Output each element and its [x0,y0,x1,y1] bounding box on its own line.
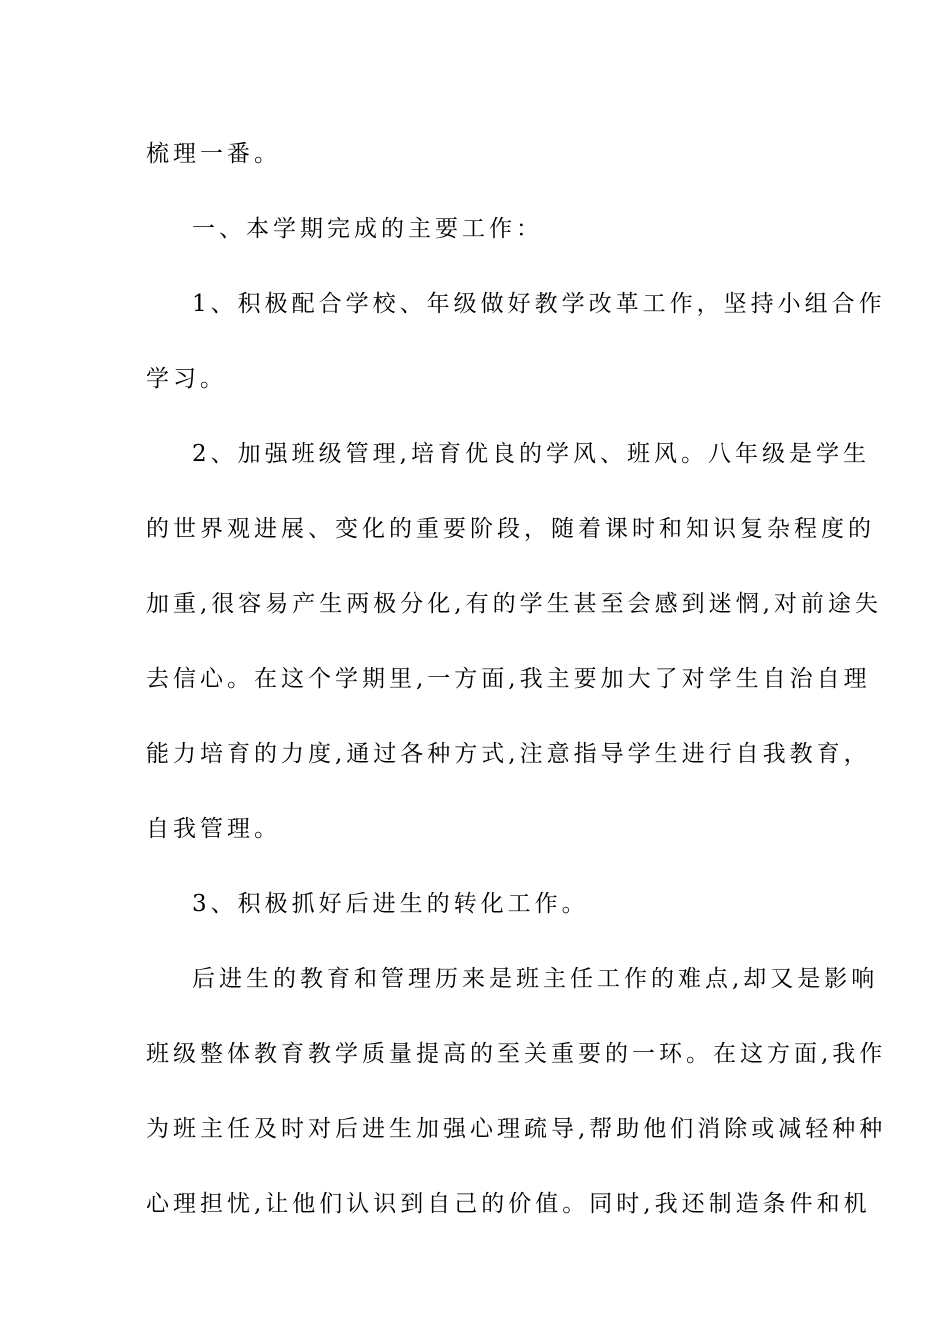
text-line: 后进生的教育和管理历来是班主任工作的难点,却又是影响 [192,966,879,992]
text-line: 的世界观进展、变化的重要阶段，随着课时和知识复杂程度的 [146,516,875,542]
text-line: 加重,很容易产生两极分化,有的学生甚至会感到迷惘,对前途失 [146,591,882,617]
text-line: 3、积极抓好后进生的转化工作。 [192,891,589,917]
text-line: 班级整体教育教学质量提高的至关重要的一环。在这方面,我作 [146,1041,887,1067]
text-line: 2、加强班级管理,培育优良的学风、班风。八年级是学生 [192,441,870,467]
text-line: 一、本学期完成的主要工作： [192,216,543,242]
text-line: 心理担忧,让他们认识到自己的价值。同时,我还制造条件和机 [146,1191,871,1217]
text-line: 1、积极配合学校、年级做好教学改革工作，坚持小组合作 [192,291,886,317]
document-body [146,128,887,1253]
text-line: 学习。 [146,366,227,392]
text-line: 自我管理。 [146,816,281,842]
text-line: 能力培育的力度,通过各种方式,注意指导学生进行自我教育， [146,741,871,767]
text-line: 去信心。在这个学期里,一方面,我主要加大了对学生自治自理 [146,666,871,692]
text-line: 为班主任及时对后进生加强心理疏导,帮助他们消除或减轻种种 [146,1116,887,1142]
text-line: 梳理一番。 [146,141,281,167]
